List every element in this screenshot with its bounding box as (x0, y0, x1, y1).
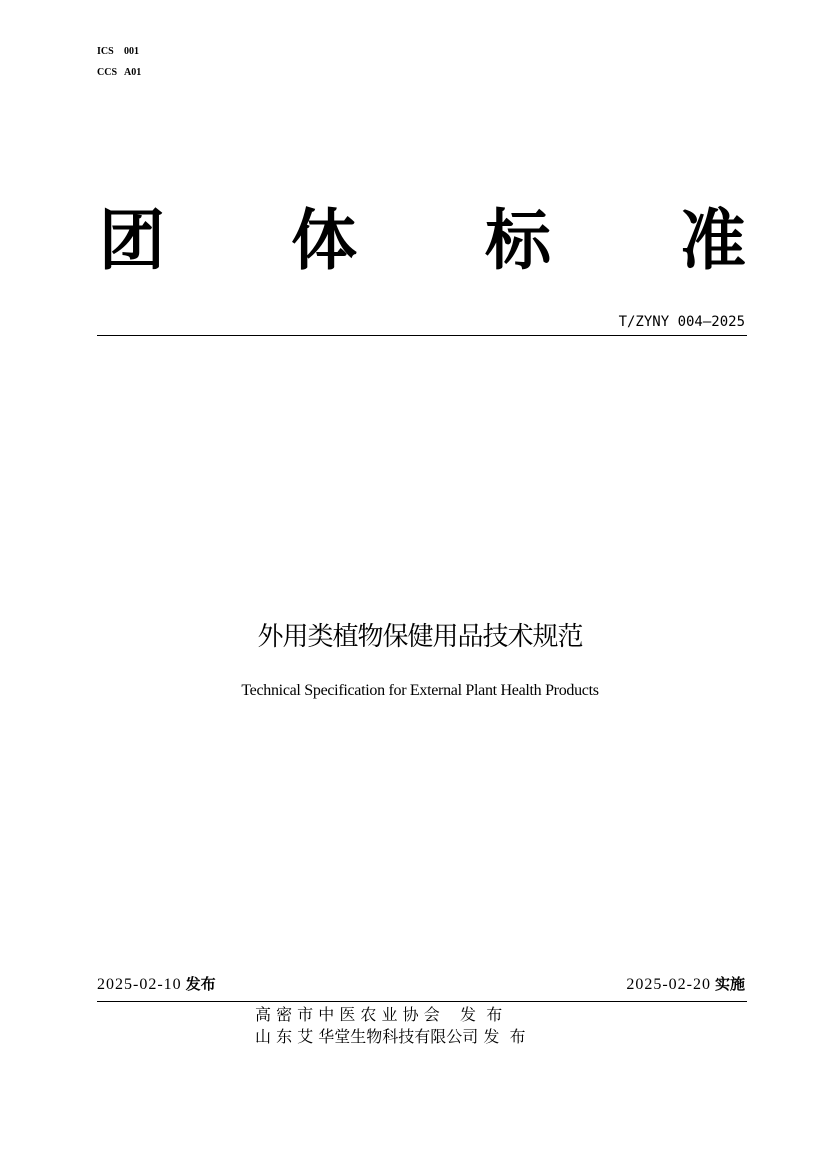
standard-type-char-3: 标 (485, 202, 551, 279)
standard-type-char-4: 准 (680, 202, 746, 279)
standard-number: T/ZYNY 004—2025 (618, 314, 745, 330)
english-title: Technical Specification for External Plant Health Products (241, 682, 599, 699)
publishers-block (255, 1004, 526, 1048)
issue-date-block (97, 973, 216, 994)
implement-date: 2025-02-20 (626, 976, 711, 993)
footer-divider (97, 1001, 747, 1002)
header-divider (97, 335, 747, 336)
ccs-label: CCS (97, 67, 118, 78)
implement-date-block (626, 973, 745, 994)
publisher-line: 山 东 艾 华堂生物科技有限公司 发 布 (255, 1027, 526, 1046)
ccs-value: A01 (124, 67, 142, 78)
standard-type-char-1: 团 (99, 202, 165, 279)
ccs-code-row (97, 62, 141, 83)
issue-date: 2025-02-10 (97, 976, 182, 993)
issue-label: 发布 (185, 975, 216, 993)
standard-type-heading (97, 196, 747, 286)
implement-label: 实施 (714, 975, 745, 993)
chinese-title: 外用类植物保健用品技术规范 (257, 622, 583, 652)
classification-codes (97, 41, 141, 83)
ics-label: ICS (97, 46, 114, 57)
ics-value: 001 (124, 46, 139, 57)
publisher-line: 高 密 市 中 医 农 业 协 会 发 布 (255, 1005, 503, 1024)
ics-code-row (97, 41, 141, 62)
standard-type-char-2: 体 (291, 202, 357, 279)
